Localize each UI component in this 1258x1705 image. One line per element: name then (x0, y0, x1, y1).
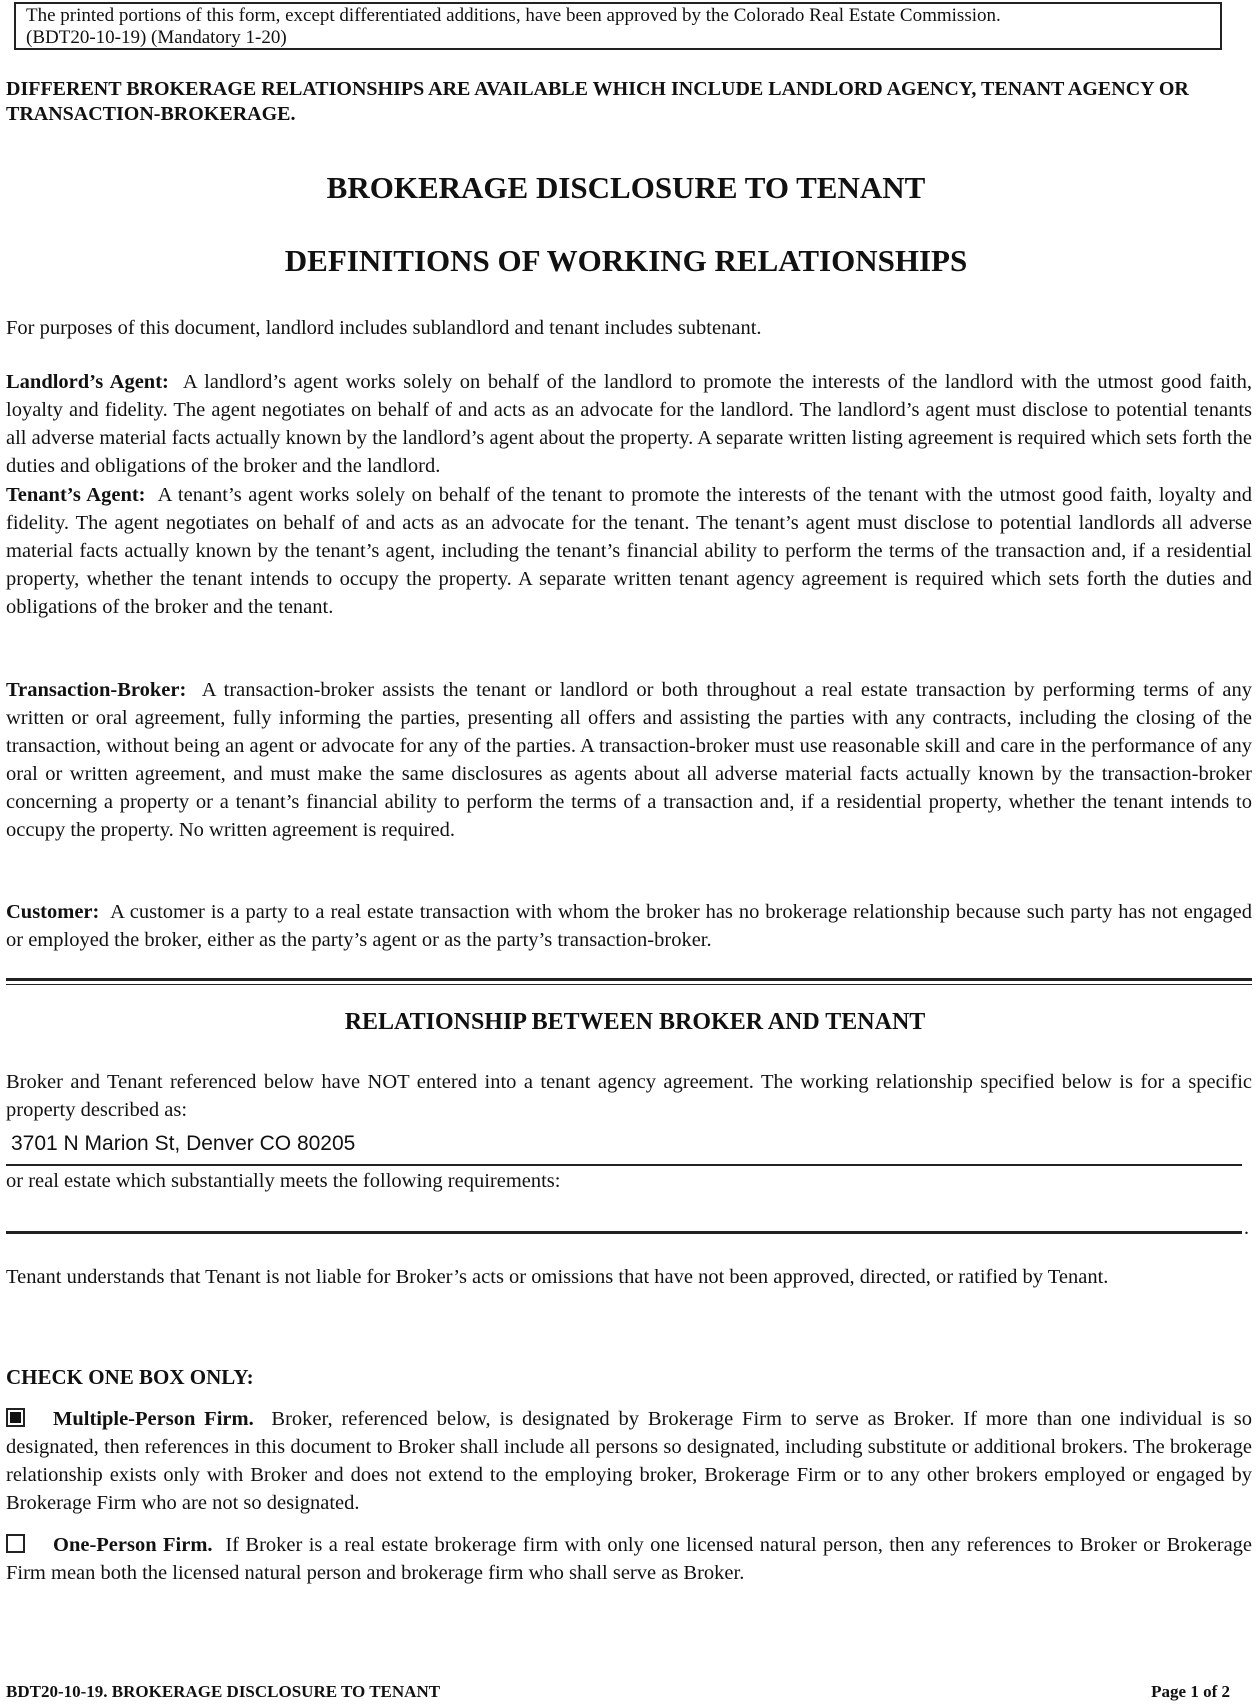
multiple-person-firm-text: Broker, referenced below, is designated by Brokerage Firm to serve as Broker. If more than one individual is so designated, then references in this document to Broker shall include all persons so designated, including substitute or additional brokers. The brokerage relationship exists only with Broker and does not extend to the employing broker, Brokerage Firm or to any other brokers employed or engaged by Brokerage Firm who are not so designated. (6, 1408, 1253, 1514)
transaction-broker-text: A transaction-broker assists the tenant or landlord or both throughout a real estate transaction by performing terms of any written or oral agreement, fully informing the parties, presenting all offers and assisting the parties with any contracts, including the closing of the transaction, without being an agent or advocate for any of the parties. A transaction-broker must use reasonable skill and care in the performance of any oral or written agreement, and must make the same disclosures as agents about all adverse material facts actually known by the transaction-broker concerning a property or a tenant’s financial ability to perform the terms of a transaction and, if a residential property, whether the tenant intends to occupy the property. No written agreement is required. (6, 679, 1252, 841)
footer-form-title: BDT20-10-19. BROKERAGE DISCLOSURE TO TENANT (6, 1682, 441, 1701)
customer-label: Customer: (6, 901, 100, 923)
tenant-agent-definition (6, 481, 1252, 621)
check-one-heading: CHECK ONE BOX ONLY: (6, 1365, 254, 1389)
tenant-agent-text: A tenant’s agent works solely on behalf of the tenant to promote the interests of the tenant with the utmost good faith, loyalty and fidelity. The agent negotiates on behalf of and acts as an advocate for the tenant. The tenant’s agent must disclose to potential landlords all adverse material facts actually known by the tenant’s agent, including the tenant’s financial ability to perform the terms of the transaction and, if a residential property, whether the tenant intends to occupy the property. A separate written tenant agency agreement is required which sets forth the duties and obligations of the broker and the tenant. (6, 484, 1253, 618)
customer-definition (6, 898, 1252, 954)
multiple-person-firm-checkbox[interactable] (6, 1408, 25, 1427)
form-code: (BDT20-10-19) (Mandatory 1-20) (26, 27, 287, 48)
document-title: BROKERAGE DISCLOSURE TO TENANT (326, 170, 926, 205)
purpose-paragraph: For purposes of this document, landlord includes sublandlord and tenant includes subtenant. (6, 317, 762, 339)
multiple-person-firm-option (6, 1405, 1252, 1517)
landlord-agent-label: Landlord’s Agent: (6, 371, 169, 393)
landlord-agent-definition (6, 368, 1252, 480)
requirements-period: . (1244, 1217, 1249, 1239)
multiple-person-firm-label: Multiple-Person Firm. (53, 1408, 254, 1430)
document-page (6, 0, 1252, 1705)
one-person-firm-checkbox[interactable] (6, 1534, 25, 1553)
approval-text: The printed portions of this form, except differentiated additions, have been approved by the Colorado Real Estate Commission. (26, 5, 1001, 26)
brokerage-notice: DIFFERENT BROKERAGE RELATIONSHIPS ARE AVAILABLE WHICH INCLUDE LANDLORD AGENCY, TENANT AGENCY OR TRANSACTION-BROKERAGE. (6, 78, 1189, 125)
customer-text: A customer is a party to a real estate transaction with whom the broker has no brokerage relationship because such party has not engaged or employed the broker, either as the party’s agent or as the party’s transaction-broker. (6, 901, 1252, 951)
property-address-value: 3701 N Marion St, Denver CO 80205 (11, 1132, 356, 1155)
landlord-agent-text: A landlord’s agent works solely on behalf of the landlord to promote the interests of the landlord with the utmost good faith, loyalty and fidelity. The agent negotiates on behalf of and acts as an advocate for the landlord. The landlord’s agent must disclose to potential tenants all adverse material facts actually known by the landlord’s agent about the property. A separate written listing agreement is required which sets forth the duties and obligations of the broker and the landlord. (6, 371, 1252, 477)
transaction-broker-label: Transaction-Broker: (6, 679, 187, 701)
section-divider (6, 978, 1252, 985)
requirements-field[interactable] (6, 1231, 1242, 1234)
requirements-intro: or real estate which substantially meets the following requirements: (6, 1170, 561, 1192)
one-person-firm-label: One-Person Firm. (53, 1534, 213, 1556)
tenant-agent-label: Tenant’s Agent: (6, 484, 146, 506)
document-subtitle: DEFINITIONS OF WORKING RELATIONSHIPS (284, 243, 968, 278)
property-address-field[interactable] (6, 1126, 1242, 1166)
one-person-firm-option (6, 1531, 1252, 1587)
liability-paragraph: Tenant understands that Tenant is not liable for Broker’s acts or omissions that have not been approved, directed, or ratified by Tenant. (6, 1266, 1109, 1288)
relationship-intro: Broker and Tenant referenced below have NOT entered into a tenant agency agreement. The working relationship specified below is for a specific property described as: (6, 1071, 1252, 1121)
one-person-firm-text: If Broker is a real estate brokerage firm with only one licensed natural person, then any references to Broker or Brokerage Firm mean both the licensed natural person and brokerage firm who shall serve as Broker. (6, 1534, 1253, 1584)
footer-page-number: Page 1 of 2 (1151, 1682, 1230, 1701)
transaction-broker-definition (6, 676, 1252, 844)
approval-header-box (14, 2, 1222, 50)
relationship-section-title: RELATIONSHIP BETWEEN BROKER AND TENANT (344, 1009, 926, 1035)
